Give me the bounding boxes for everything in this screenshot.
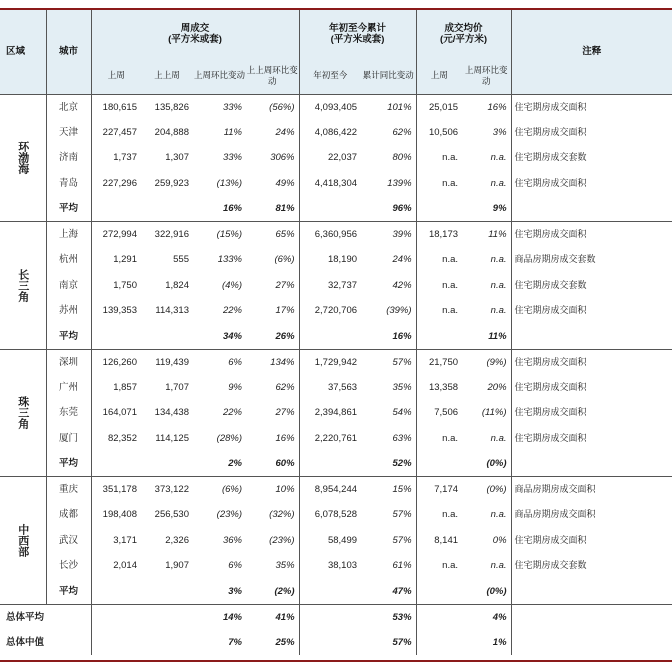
wow-change-last: 133%	[217, 254, 242, 266]
total-label: 总体中值	[0, 630, 91, 656]
avg-ytd-yoy: 52%	[361, 451, 416, 477]
note-text: 商品房期房成交套数	[514, 254, 596, 265]
note-text: 住宅期房成交面积	[514, 534, 587, 545]
week-before-value: 119,439	[141, 349, 193, 375]
bottom-rule	[0, 660, 672, 662]
header-week-before: 上上周	[141, 58, 193, 94]
price-change: 3%	[462, 120, 511, 146]
header-weekly-group: 周成交 (平方米或套)	[91, 10, 299, 58]
wow-change-last: (28%)	[216, 432, 242, 444]
price-change: 20%	[462, 375, 511, 401]
wow-change-last: (15%)	[193, 222, 246, 248]
note-text: 商品房期房成交面积	[511, 477, 672, 503]
city-name: 青岛	[46, 171, 91, 197]
wow-change-before: 24%	[246, 120, 299, 146]
wow-change-before: (6%)	[246, 247, 299, 273]
note-text: 住宅期房成交面积	[514, 305, 587, 316]
table-row	[0, 120, 672, 146]
price-change: n.a.	[462, 247, 511, 273]
region-average-row	[0, 324, 672, 350]
ytd-yoy-change: 101%	[361, 94, 416, 120]
region-label: 环渤海	[0, 94, 46, 222]
week-before-value: 259,923	[154, 177, 189, 189]
avg-wow-last: 2%	[193, 451, 246, 477]
total-price-change: 4%	[462, 604, 511, 630]
table-row	[0, 273, 672, 299]
week-before-value: 114,313	[155, 305, 189, 317]
ytd-yoy-change: 61%	[361, 553, 416, 579]
region-label: 长三角	[0, 222, 46, 350]
price-change: (9%)	[462, 349, 511, 375]
wow-change-last: 22%	[222, 305, 242, 317]
avg-price: n.a.	[442, 305, 459, 317]
wow-change-last: 33%	[222, 152, 242, 164]
city-name: 南京	[46, 273, 91, 299]
last-week-value: 351,178	[91, 477, 141, 503]
wow-change-before: 27%	[246, 400, 299, 426]
total-label: 总体平均	[0, 604, 91, 630]
price-change: n.a.	[462, 426, 511, 452]
header-city: 城市	[46, 10, 91, 94]
note-text: 住宅期房成交套数	[514, 560, 587, 571]
avg-price: n.a.	[442, 279, 459, 291]
table-row	[0, 553, 672, 579]
city-name: 重庆	[46, 477, 91, 503]
table-row	[0, 222, 672, 248]
week-before-value: 2,326	[165, 534, 189, 546]
empty-cell	[141, 579, 193, 605]
ytd-value: 58,499	[327, 534, 358, 546]
table-body	[0, 94, 672, 655]
empty-cell	[141, 604, 193, 630]
price-change: (0%)	[462, 477, 511, 503]
week-before-value: 134,438	[154, 407, 189, 419]
total-wow-last: 7%	[228, 636, 242, 648]
city-name: 成都	[46, 502, 91, 528]
avg-price: 21,750	[416, 349, 462, 375]
table-row	[0, 145, 672, 171]
wow-change-before: 27%	[246, 273, 299, 299]
total-row	[0, 630, 672, 656]
ytd-yoy-change: 62%	[361, 120, 416, 146]
price-change: n.a.	[462, 145, 511, 171]
last-week-value: 1,857	[113, 381, 137, 393]
empty-cell	[511, 324, 672, 350]
week-before-value: 1,307	[165, 152, 189, 164]
header-note: 注释	[511, 10, 672, 94]
total-ytd-yoy: 57%	[361, 630, 416, 656]
total-wow-last: 14%	[193, 604, 246, 630]
avg-price: 7,174	[416, 477, 462, 503]
ytd-yoy-change: 54%	[361, 400, 416, 426]
table-row	[0, 298, 672, 324]
ytd-value: 2,720,706	[314, 305, 358, 317]
empty-cell	[299, 630, 361, 656]
last-week-value: 82,352	[107, 432, 137, 444]
empty-cell	[511, 604, 672, 630]
week-before-value: 1,824	[165, 279, 189, 291]
note-text: 住宅期房成交套数	[514, 279, 587, 290]
avg-wow-before: 60%	[246, 451, 299, 477]
ytd-yoy-change: 42%	[361, 273, 416, 299]
wow-change-before: 62%	[246, 375, 299, 401]
empty-cell	[416, 324, 462, 350]
last-week-value: 272,994	[91, 222, 141, 248]
empty-cell	[416, 451, 462, 477]
table-row	[0, 94, 672, 120]
empty-cell	[141, 324, 193, 350]
empty-cell	[91, 630, 141, 656]
header-price-group: 成交均价 (元/平方米)	[416, 10, 511, 58]
empty-cell	[91, 451, 141, 477]
avg-wow-before: (2%)	[246, 579, 299, 605]
city-name: 广州	[46, 375, 91, 401]
wow-change-before: 16%	[246, 426, 299, 452]
avg-price: n.a.	[442, 432, 459, 444]
table-row	[0, 400, 672, 426]
price-change: (11%)	[462, 400, 511, 426]
empty-cell	[299, 604, 361, 630]
ytd-yoy-change: 63%	[361, 426, 416, 452]
week-before-value: 256,530	[154, 509, 189, 521]
wow-change-before: 65%	[246, 222, 299, 248]
wow-change-last: 36%	[222, 534, 242, 546]
table-row	[0, 171, 672, 197]
region-average-row	[0, 196, 672, 222]
wow-change-before: (56%)	[246, 94, 299, 120]
last-week-value: 1,291	[113, 254, 137, 266]
wow-change-before: 49%	[246, 171, 299, 197]
avg-price: 8,141	[434, 534, 459, 546]
average-label: 平均	[46, 451, 91, 477]
header-ytd-group: 年初至今累计 (平方米或套)	[299, 10, 416, 58]
wow-change-before: 35%	[246, 553, 299, 579]
region-average-row	[0, 579, 672, 605]
header-wow-last: 上周环比变动	[193, 58, 246, 94]
ytd-value: 37,563	[327, 381, 358, 393]
wow-change-before: 134%	[246, 349, 299, 375]
last-week-value: 126,260	[91, 349, 141, 375]
avg-wow-last: 16%	[193, 196, 246, 222]
ytd-value: 2,394,861	[314, 407, 358, 419]
empty-cell	[299, 324, 361, 350]
empty-cell	[91, 579, 141, 605]
ytd-value: 4,093,405	[299, 94, 361, 120]
avg-price: n.a.	[442, 560, 459, 572]
wow-change-before: 306%	[246, 145, 299, 171]
empty-cell	[91, 196, 141, 222]
avg-ytd-yoy: 16%	[361, 324, 416, 350]
ytd-value: 8,954,244	[299, 477, 361, 503]
price-change: n.a.	[462, 502, 511, 528]
header-region: 区域	[0, 10, 46, 94]
week-before-value: 322,916	[141, 222, 193, 248]
average-label: 平均	[46, 579, 91, 605]
wow-change-last: 33%	[193, 94, 246, 120]
ytd-yoy-change: 24%	[361, 247, 416, 273]
average-label: 平均	[46, 196, 91, 222]
ytd-yoy-change: 15%	[361, 477, 416, 503]
last-week-value: 164,071	[102, 407, 137, 419]
price-change: n.a.	[462, 171, 511, 197]
last-week-value: 227,457	[102, 126, 137, 138]
table-row	[0, 477, 672, 503]
table-row	[0, 349, 672, 375]
region-label: 珠三角	[0, 349, 46, 477]
avg-price: 7,506	[434, 407, 459, 419]
avg-price-change: (0%)	[462, 579, 511, 605]
total-price-change: 1%	[462, 630, 511, 656]
ytd-yoy-change: 80%	[361, 145, 416, 171]
table-row	[0, 375, 672, 401]
ytd-value: 2,220,761	[314, 432, 358, 444]
week-before-value: 114,125	[155, 432, 189, 444]
total-wow-before: 25%	[246, 630, 299, 656]
ytd-value: 6,360,956	[299, 222, 361, 248]
avg-price: 25,015	[416, 94, 462, 120]
ytd-value: 6,078,528	[314, 509, 358, 521]
ytd-value: 22,037	[327, 152, 358, 164]
empty-cell	[511, 630, 672, 656]
week-before-value: 1,907	[165, 560, 189, 572]
ytd-yoy-change: 57%	[361, 528, 416, 554]
wow-change-before: (32%)	[246, 502, 299, 528]
empty-cell	[141, 451, 193, 477]
ytd-value: 32,737	[327, 279, 358, 291]
ytd-value: 38,103	[327, 560, 358, 572]
empty-cell	[299, 451, 361, 477]
empty-cell	[299, 196, 361, 222]
total-row	[0, 604, 672, 630]
week-before-value: 204,888	[154, 126, 189, 138]
empty-cell	[416, 579, 462, 605]
city-name: 上海	[46, 222, 91, 248]
wow-change-last: (4%)	[221, 279, 242, 291]
ytd-value: 1,729,942	[299, 349, 361, 375]
price-change: 16%	[462, 94, 511, 120]
avg-wow-last: 3%	[193, 579, 246, 605]
note-text: 住宅期房成交面积	[511, 222, 672, 248]
avg-price: n.a.	[442, 177, 459, 189]
ytd-yoy-change: 35%	[361, 375, 416, 401]
city-name: 东莞	[46, 400, 91, 426]
city-name: 深圳	[46, 349, 91, 375]
last-week-value: 198,408	[102, 509, 137, 521]
region-average-row	[0, 451, 672, 477]
price-change: n.a.	[462, 553, 511, 579]
total-wow-before: 41%	[246, 604, 299, 630]
wow-change-last: 11%	[223, 126, 242, 138]
city-name: 厦门	[46, 426, 91, 452]
table-row	[0, 247, 672, 273]
price-change: n.a.	[462, 298, 511, 324]
price-change: n.a.	[462, 273, 511, 299]
wow-change-before: (23%)	[246, 528, 299, 554]
wow-change-before: 10%	[246, 477, 299, 503]
ytd-value: 18,190	[327, 254, 358, 266]
header-wow-before: 上上周环比变动	[246, 58, 299, 94]
avg-ytd-yoy: 96%	[361, 196, 416, 222]
price-change: 0%	[462, 528, 511, 554]
empty-cell	[416, 630, 462, 656]
empty-cell	[299, 579, 361, 605]
week-before-value: 555	[173, 254, 189, 266]
wow-change-before: 17%	[246, 298, 299, 324]
total-ytd-yoy: 53%	[361, 604, 416, 630]
empty-cell	[416, 196, 462, 222]
ytd-value: 4,086,422	[314, 126, 358, 138]
note-text: 住宅期房成交面积	[514, 432, 587, 443]
wow-change-last: (13%)	[216, 177, 242, 189]
ytd-yoy-change: 39%	[361, 222, 416, 248]
table-row	[0, 528, 672, 554]
ytd-value: 4,418,304	[314, 177, 358, 189]
avg-wow-before: 81%	[246, 196, 299, 222]
empty-cell	[416, 604, 462, 630]
last-week-value: 3,171	[113, 534, 137, 546]
week-before-value: 1,707	[165, 381, 189, 393]
header-last-week: 上周	[91, 58, 141, 94]
wow-change-last: (6%)	[193, 477, 246, 503]
avg-price: n.a.	[442, 254, 459, 266]
empty-cell	[141, 196, 193, 222]
last-week-value: 2,014	[113, 560, 137, 572]
empty-cell	[511, 196, 672, 222]
wow-change-last: 6%	[228, 560, 242, 572]
average-label: 平均	[46, 324, 91, 350]
ytd-yoy-change: 57%	[361, 349, 416, 375]
avg-ytd-yoy: 47%	[361, 579, 416, 605]
note-text: 住宅期房成交面积	[514, 177, 587, 188]
city-name: 杭州	[46, 247, 91, 273]
avg-wow-before: 26%	[246, 324, 299, 350]
empty-cell	[511, 579, 672, 605]
header-ytd-yoy: 累计同比变动	[361, 58, 416, 94]
avg-price: 13,358	[428, 381, 459, 393]
note-text: 商品房期房成交面积	[514, 509, 596, 520]
city-name: 长沙	[46, 553, 91, 579]
note-text: 住宅期房成交面积	[514, 407, 587, 418]
empty-cell	[141, 630, 193, 656]
avg-price-change: (0%)	[462, 451, 511, 477]
city-name: 北京	[46, 94, 91, 120]
last-week-value: 1,737	[113, 152, 137, 164]
empty-cell	[511, 451, 672, 477]
table-row	[0, 502, 672, 528]
wow-change-last: (23%)	[216, 509, 242, 521]
week-before-value: 135,826	[141, 94, 193, 120]
price-change: 11%	[462, 222, 511, 248]
note-text: 住宅期房成交套数	[514, 152, 587, 163]
ytd-yoy-change: 139%	[361, 171, 416, 197]
city-name: 苏州	[46, 298, 91, 324]
wow-change-last: 9%	[228, 381, 242, 393]
avg-price: n.a.	[442, 152, 459, 164]
city-name: 武汉	[46, 528, 91, 554]
header-ytd: 年初至今	[299, 58, 361, 94]
avg-price-change: 11%	[462, 324, 511, 350]
wow-change-last: 6%	[193, 349, 246, 375]
last-week-value: 1,750	[113, 279, 137, 291]
avg-price-change: 9%	[462, 196, 511, 222]
last-week-value: 139,353	[102, 305, 137, 317]
avg-price: 18,173	[416, 222, 462, 248]
last-week-value: 227,296	[102, 177, 137, 189]
header-price-wow: 上周环比变动	[462, 58, 511, 94]
ytd-yoy-change: 57%	[361, 502, 416, 528]
wow-change-last: 22%	[222, 407, 242, 419]
header-price-last: 上周	[416, 58, 462, 94]
housing-transactions-table	[0, 10, 672, 655]
avg-wow-last: 34%	[193, 324, 246, 350]
note-text: 住宅期房成交面积	[511, 94, 672, 120]
note-text: 住宅期房成交面积	[514, 126, 587, 137]
avg-price: 10,506	[428, 126, 459, 138]
city-name: 济南	[46, 145, 91, 171]
empty-cell	[91, 604, 141, 630]
city-name: 天津	[46, 120, 91, 146]
empty-cell	[91, 324, 141, 350]
region-label: 中西部	[0, 477, 46, 605]
last-week-value: 180,615	[91, 94, 141, 120]
week-before-value: 373,122	[141, 477, 193, 503]
ytd-yoy-change: (39%)	[361, 298, 416, 324]
note-text: 住宅期房成交面积	[511, 349, 672, 375]
note-text: 住宅期房成交面积	[514, 381, 587, 392]
table-row	[0, 426, 672, 452]
avg-price: n.a.	[442, 509, 459, 521]
